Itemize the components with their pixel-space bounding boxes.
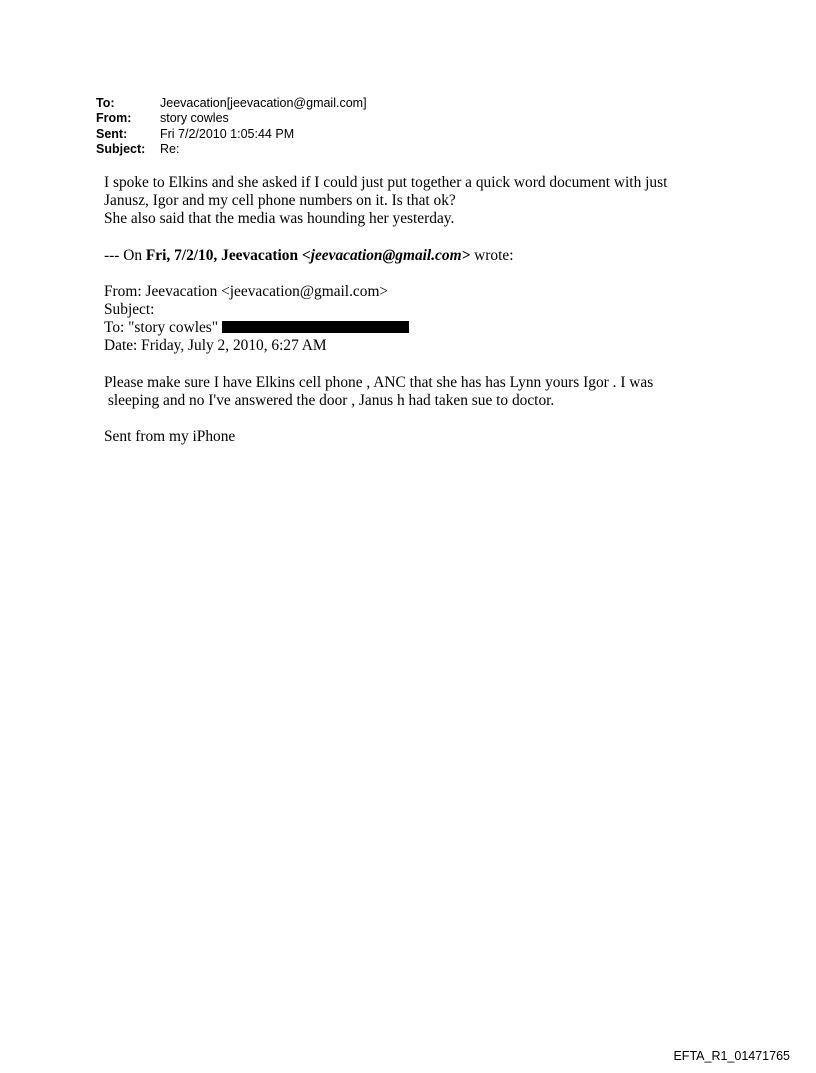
quote-intro-date-sender: Fri, 7/2/10, Jeevacation <box>145 246 302 264</box>
quote-intro <box>104 247 744 265</box>
to-row <box>96 96 367 111</box>
quoted-to-line <box>104 319 744 337</box>
quote-intro-email: <jeevacation@gmail.com> <box>301 246 471 264</box>
from-value: story cowles <box>160 111 229 126</box>
quote-intro-suffix: wrote: <box>470 246 514 264</box>
quoted-to: To: "story cowles" <box>104 319 219 337</box>
to-value: Jeevacation[jeevacation@gmail.com] <box>160 96 367 110</box>
redaction-box <box>222 321 409 333</box>
sent-value: Fri 7/2/2010 1:05:44 PM <box>160 126 295 141</box>
from-label: From: <box>96 111 132 126</box>
subject-label: Subject: <box>96 142 146 157</box>
email-body <box>104 174 744 446</box>
quoted-subject: Subject: <box>104 301 155 319</box>
from-row <box>96 111 367 126</box>
quote-intro-prefix: --- On <box>104 246 146 264</box>
sent-label: Sent: <box>96 126 128 141</box>
quoted-date: Date: Friday, July 2, 2010, 6:27 AM <box>104 337 327 355</box>
reply-line-3: She also said that the media was hounding her yesterday. <box>104 210 455 228</box>
signature: Sent from my iPhone <box>104 428 236 446</box>
quoted-body-line-2: sleeping and no I've answered the door , Janus h had taken sue to doctor. <box>104 391 555 409</box>
quoted-body-line-1: Please make sure I have Elkins cell phone , ANC that she has has Lynn yours Igor . I was <box>104 373 654 391</box>
subject-value: Re: <box>160 142 180 157</box>
sent-row <box>96 127 367 142</box>
quoted-from: From: Jeevacation <jeevacation@gmail.com> <box>104 282 389 300</box>
subject-row <box>96 142 367 157</box>
reply-line-2: Janusz, Igor and my cell phone numbers on it. Is that ok? <box>104 192 456 210</box>
email-header <box>96 96 367 158</box>
document-id: EFTA_R1_01471765 <box>673 1049 790 1063</box>
to-label: To: <box>96 96 115 110</box>
reply-line-1: I spoke to Elkins and she asked if I could just put together a quick word document with just <box>104 174 668 191</box>
